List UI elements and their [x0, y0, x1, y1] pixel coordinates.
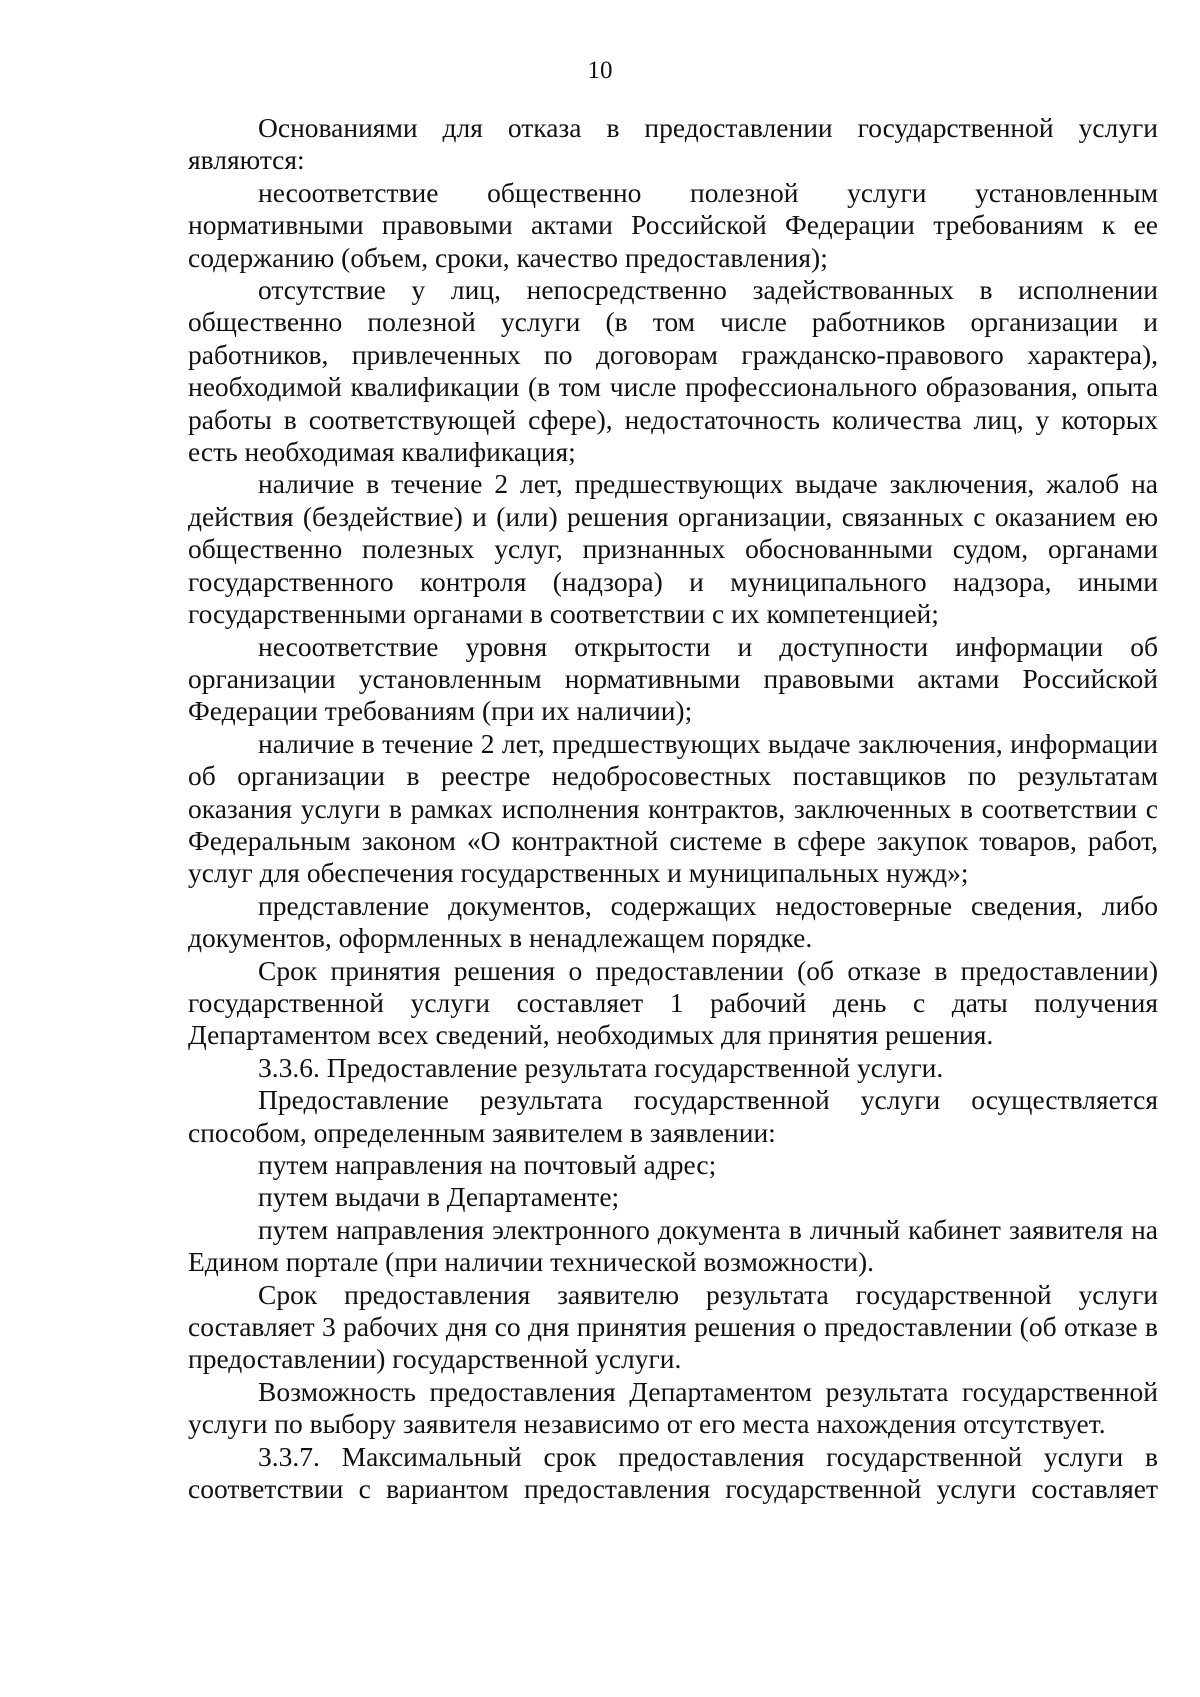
document-body	[188, 112, 1158, 1505]
paragraph-false-documents: представление документов, содержащих недостоверные сведения, либо документов, оформленных в ненадлежащем порядке.	[188, 889, 1158, 954]
paragraph-information-openness: несоответствие уровня открытости и доступности информации об организации установленным нормативными правовыми актами Российской Федерации требованиям (при их наличии);	[188, 630, 1158, 727]
paragraph-result-delivery-method: Предоставление результата государственной услуги осуществляется способом, определенным заявителем в заявлении:	[188, 1084, 1158, 1148]
paragraph-extraterritorial-principle: Возможность предоставления Департаментом результата государственной услуги по выбору заявителя независимо от его места нахождения отсутствует.	[188, 1375, 1158, 1440]
list-item-personal-account: путем направления электронного документа в личный кабинет заявителя на Едином портале (при наличии технической возможности).	[188, 1213, 1158, 1278]
section-heading-3-3-7: 3.3.7. Максимальный срок предоставления государственной услуги в соответствии с вариантом предоставления государственной услуги составляет	[188, 1440, 1158, 1505]
paragraph-refusal-grounds-intro: Основаниями для отказа в предоставлении государственной услуги являются:	[188, 112, 1158, 176]
paragraph-complaints: наличие в течение 2 лет, предшествующих выдаче заключения, жалоб на действия (бездействие) и (или) решения организации, связанных с оказанием ею общественно полезных услуг, признанных обоснованными судом, органами государственного контроля (надзора) и муниципального надзора, иными государственными органами в соответствии с их компетенцией;	[188, 468, 1158, 630]
section-heading-3-3-6: 3.3.6. Предоставление результата государственной услуги.	[258, 1051, 944, 1083]
paragraph-unfair-suppliers-registry: наличие в течение 2 лет, предшествующих выдаче заключения, информации об организации в реестре недобросовестных поставщиков по результатам оказания услуги в рамках исполнения контрактов, заключенных в соответствии с Федеральным законом «О контрактной системе в сфере закупок товаров, работ, услуг для обеспечения государственных и муниципальных нужд»;	[188, 727, 1158, 889]
list-item-department-pickup: путем выдачи в Департаменте;	[258, 1181, 620, 1213]
paragraph-result-deadline: Срок предоставления заявителю результата государственной услуги составляет 3 рабочих дня со дня принятия решения о предоставлении (об отказе в предоставлении) государственной услуги.	[188, 1278, 1158, 1375]
paragraph-lack-of-qualification: отсутствие у лиц, непосредственно задействованных в исполнении общественно полезной услуги (в том числе работников организации и работников, привлеченных по договорам гражданско-правового характера), необходимой квалификации (в том числе профессионального образования, опыта работы в соответствующей сфере), недостаточность количества лиц, у которых есть необходимая квалификация;	[188, 274, 1158, 468]
paragraph-decision-deadline: Срок принятия решения о предоставлении (об отказе в предоставлении) государственной услуги составляет 1 рабочий день с даты получения Департаментом всех сведений, необходимых для принятия решения.	[188, 954, 1158, 1051]
list-item-postal-address: путем направления на почтовый адрес;	[258, 1149, 717, 1180]
paragraph-service-nonconformity: несоответствие общественно полезной услуги установленным нормативными правовыми актами Российской Федерации требованиям к ее содержанию (объем, сроки, качество предоставления);	[188, 176, 1158, 273]
page-number: 10	[587, 57, 613, 84]
